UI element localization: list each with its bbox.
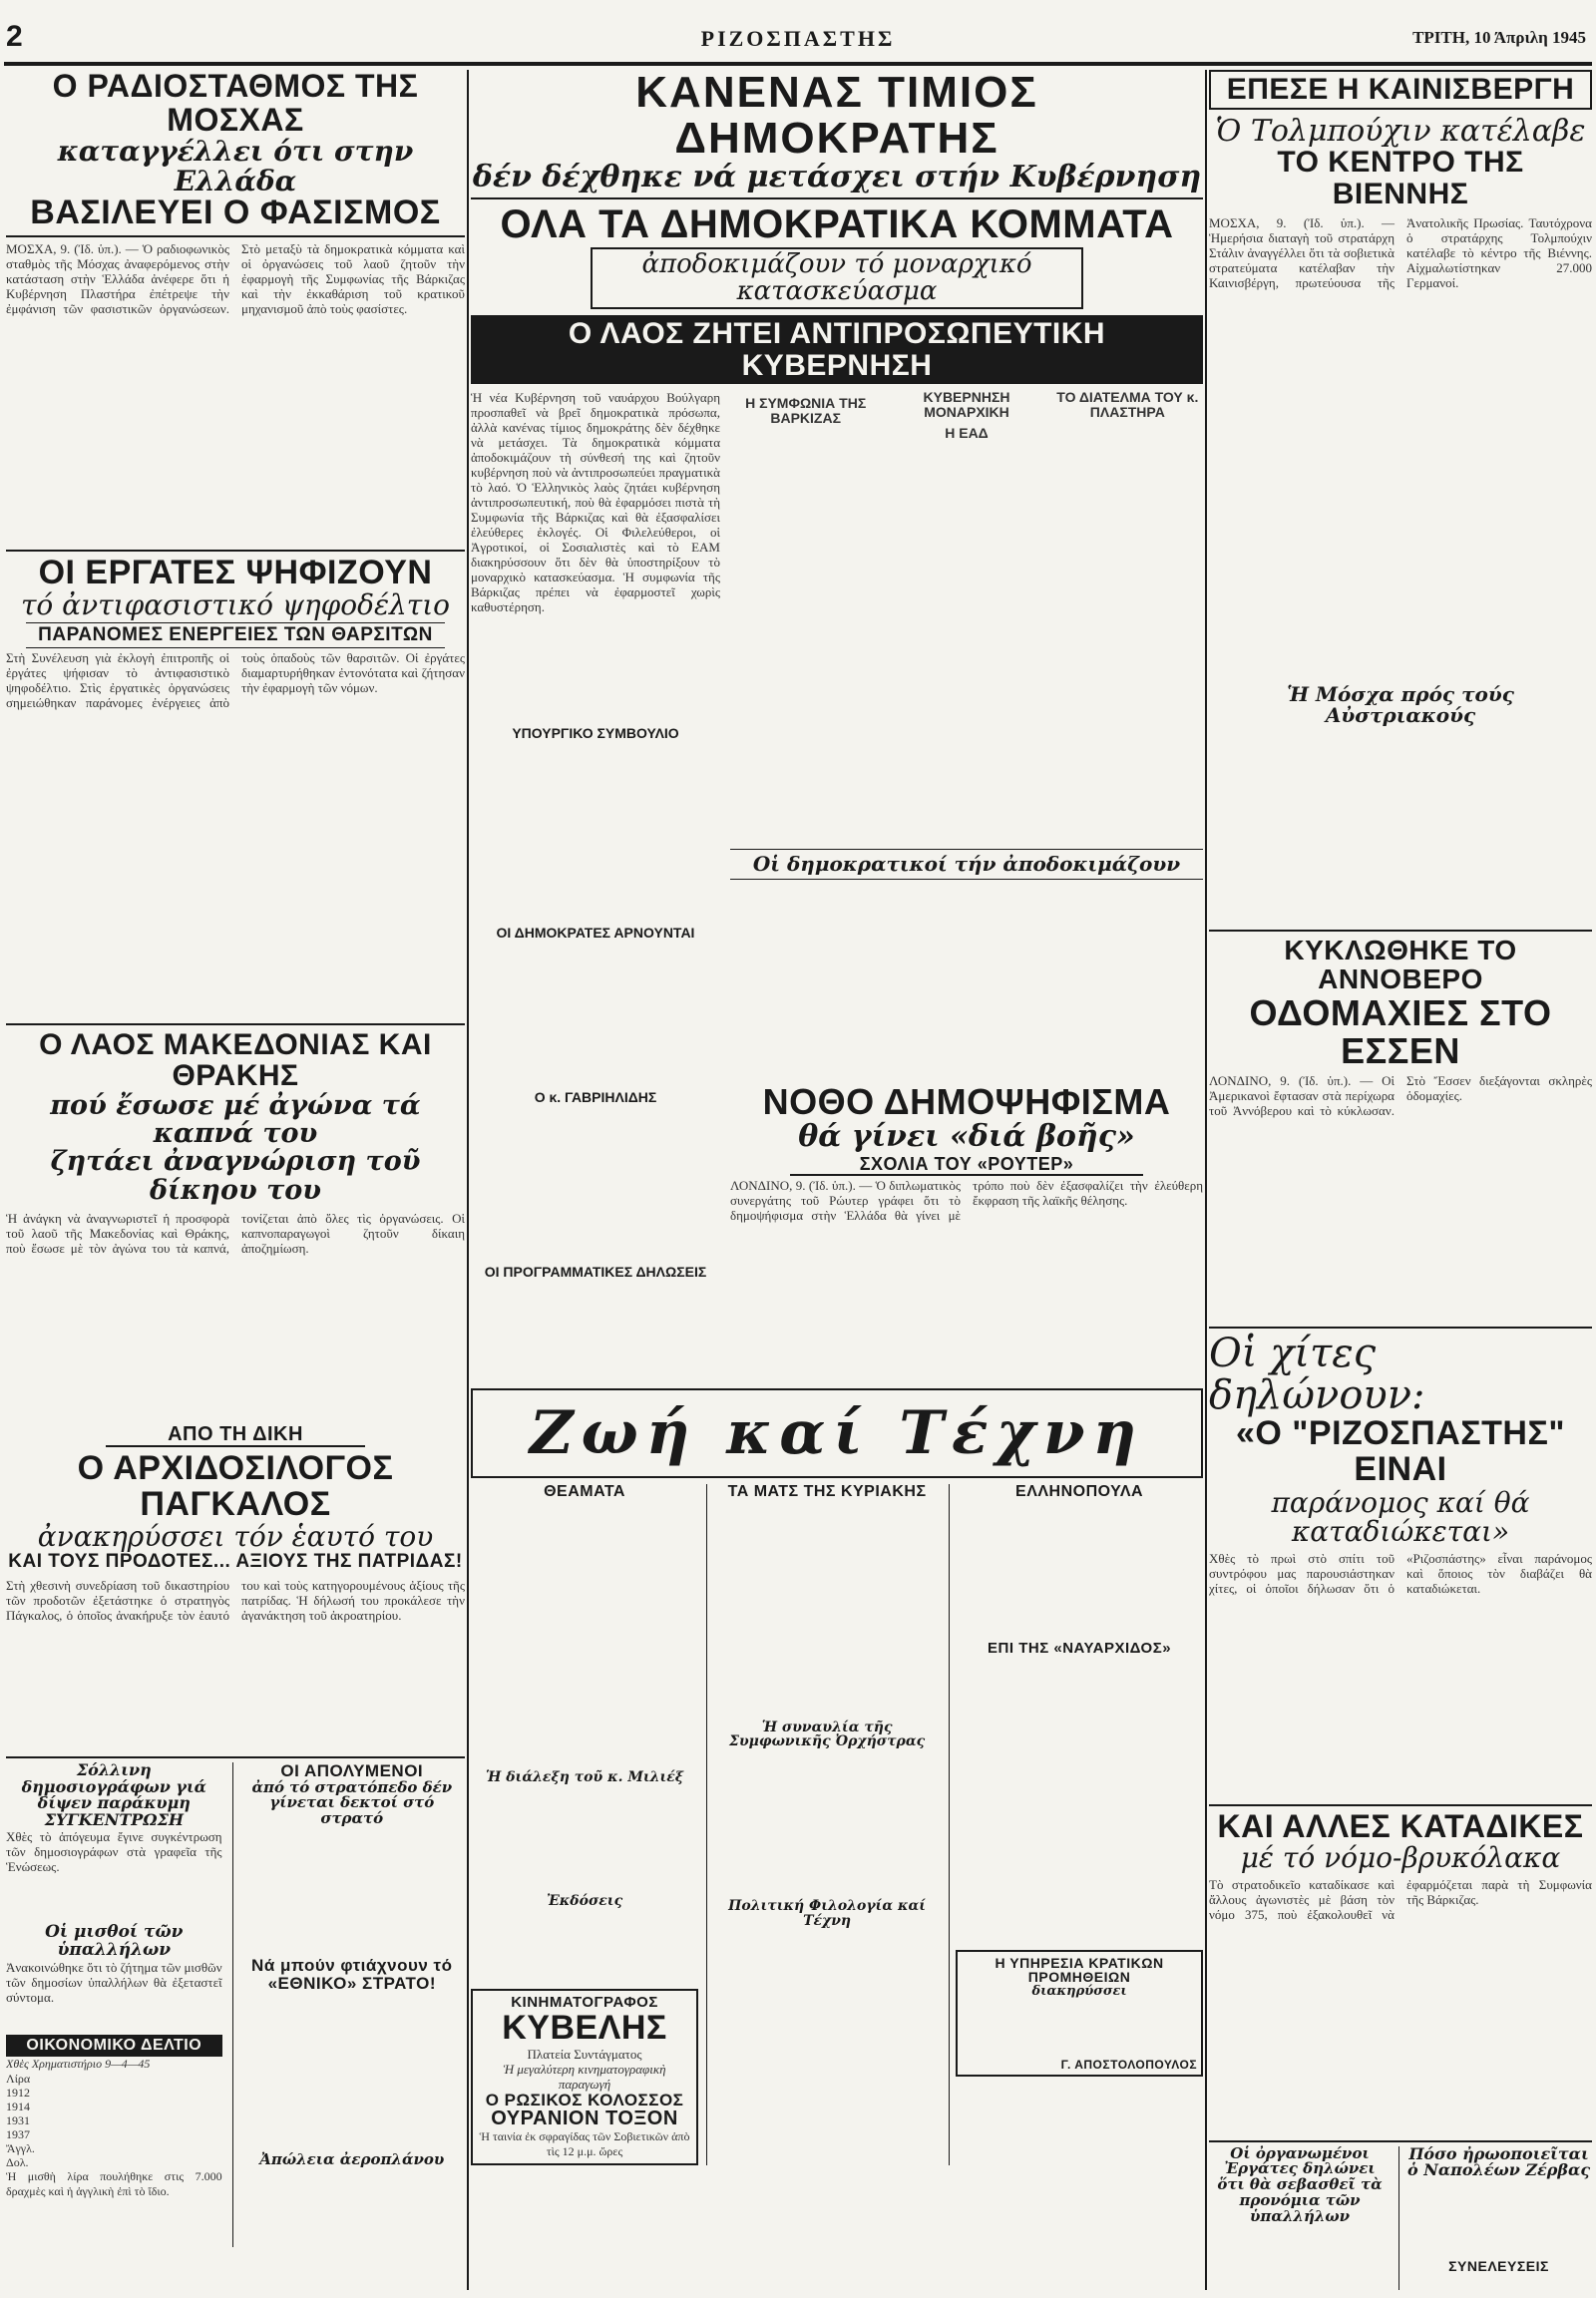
salaries-headline: Οἱ μισθοί τῶν ὑπαλλήλων [45, 1921, 184, 1960]
page-number: 2 [6, 20, 23, 53]
workers-subhead: τό ἀντιφασιστικό ψηφοδέλτιο [20, 588, 451, 622]
macedonia-subhead: πού ἔσωσε μέ ἀγώνα τά καπνά του [50, 1089, 421, 1150]
konigsberg-subhead-2: ΤΟ ΚΕΝΤΡΟ ΤΗΣ ΒΙΕΝΝΗΣ [1277, 146, 1524, 210]
bulletin-row: 1914 [6, 2100, 30, 2114]
workers-headline: ΟΙ ΕΡΓΑΤΕΣ ΨΗΦΙΖΟΥΝ [38, 553, 433, 591]
macedonia-article: Ἡ ἀνάγκη νὰ ἀναγνωριστεῖ ἡ προσφορὰ τοῦ λαοῦ τῆς Μακεδονίας καὶ Θράκης, ποὺ ἔσωσε μὲ τὸν ἀγώνα του τὰ καπνά, τονίζεται ἀπὸ ὅλες τὶς ὀργανώσεις. Οἱ καπνοπαραγωγοὶ ζητοῦν δίκαιη ἀποζημίωση. [6, 1211, 465, 1257]
moscow-austrians-subhead: Ἡ Μόσχα πρός τούς Αὐστριακούς [1287, 682, 1514, 727]
cinema-name: ΚΥΒΕΛΗΣ [502, 2008, 667, 2047]
convictions-subhead: μέ τό νόμο-βρυκόλακα [1240, 1841, 1561, 1875]
procurement-subtitle: διακηρύσσει [1031, 1983, 1127, 1999]
zervas-headline: Πόσο ἠρωοποιεῖται ὁ Ναπολέων Ζέρβας [1406, 2143, 1591, 2180]
essen-headline: ΟΔΟΜΑΧΙΕΣ ΣΤΟ ΕΣΣΕΝ [1249, 991, 1552, 1071]
procurement-signature: Γ. ΑΠΟΣΤΟΛΟΠΟΥΛΟΣ [1060, 2057, 1198, 2072]
issue-date: ΤΡΙΤΗ, 10 Άπριλη 1945 [1412, 28, 1586, 47]
konigsberg-article: ΜΟΣΧΑ, 9. (Ἰδ. ὑπ.). — Ἡμερήσια διαταγὴ τοῦ στρατάρχη Στάλιν ἀναγγέλλει ὅτι τὰ σοβιετικὰ στρατεύματα κατέλαβαν τὴν Καινισβέργη, πρωτεύουσα τῆς Ἀνατολικῆς Πρωσίας. Ταυτόχρονα ὁ στρατάρχης Τολμπούχιν κατέλαβε τὸ κέντρο τῆς Βιέννης. Αἰχμαλωτίστηκαν 27.000 Γερμανοί. [1209, 215, 1592, 290]
politics-arts-subhead: Πολιτική Φιλολογία καί Τέχνη [728, 1898, 927, 1929]
meetings-subhead: ΣΥΝΕΛΕΥΣΕΙΣ [1448, 2258, 1549, 2275]
programmatic-subhead: ΟΙ ΠΡΟΓΡΑΜΜΑΤΙΚΕΣ ΔΗΛΩΣΕΙΣ [484, 1264, 707, 1281]
chites-subhead-2: παράνομος καί θά καταδιώκεται» [1271, 1485, 1530, 1549]
procurement-notice [956, 1950, 1203, 2078]
concert-subhead: Ἡ συναυλία τῆς Συμφωνικῆς Ὀρχήστρας [729, 1719, 926, 1750]
referendum-headline: ΝΟΘΟ ΔΗΜΟΨΗΦΙΣΜΑ [762, 1081, 1171, 1123]
radio-article: ΜΟΣΧΑ, 9. (Ἰδ. ὑπ.). — Ὁ ραδιοφωνικὸς σταθμὸς τῆς Μόσχας ἀναφερόμενος στὴν κατάσταση στὴν Ἑλλάδα ἀνέφερε ὅτι ἡ Κυβέρνηση Πλαστήρα ἐπέτρεψε τὴν ἐμφάνιση τῶν φασιστικῶν ὀργανώσεων. Στὸ μεταξὺ τὰ δημοκρατικὰ κόμματα καὶ οἱ ὀργανώσεις τοῦ λαοῦ ζητοῦν τὴν ἐφαρμογὴ τῆς Συμφωνίας τῆς Βάρκιζας καὶ τὴν ἐκκαθάριση τοῦ κρατικοῦ μηχανισμοῦ ἀπὸ τοὺς φασίστες. [6, 240, 465, 316]
procurement-title: Η ΥΠΗΡΕΣΙΑ ΚΡΑΤΙΚΩΝ ΠΡΟΜΗΘΕΙΩΝ [995, 1954, 1164, 1986]
main-headline-2: ΟΛΑ ΤΑ ΔΗΜΟΚΡΑΤΙΚΑ ΚΟΜΜΑΤΑ [500, 201, 1174, 246]
cinema-times: Ἡ ταινία ἐκ σφραγίδας τῶν Σοβιετικῶν ἀπὸ τὶς 12 μ.μ. ὥρες [479, 2129, 690, 2159]
journalists-article: Χθὲς τὸ ἀπόγευμα ἔγινε συγκέντρωση τῶν δημοσιογράφων στὰ γραφεῖα τῆς Ἑνώσεως. [6, 1828, 222, 1874]
national-army-headline: Νά μπούν φτιάχνουν τό «ΕΘΝΙΚΟ» ΣΤΡΑΤΟ! [251, 1955, 453, 1993]
cinema-place: Πλατεία Συντάγματος [527, 2046, 642, 2062]
workers-article: Στὴ Συνέλευση γιὰ ἐκλογὴ ἐπιτροπῆς οἱ ἐργάτες ψήφισαν τὸ ἀντιφασιστικὸ ψηφοδέλτιο. Στὶς ἐργατικὲς ὀργανώσεις σημειώθηκαν παράνομες ἐνέργειες ἀπὸ τοὺς ὀπαδοὺς τῶν θαρσιτῶν. Οἱ ἐργάτες διαμαρτυρήθηκαν ἐντονότατα καὶ ζήτησαν τὴν ἐφαρμογὴ τῶν νόμων. [6, 649, 465, 710]
cinema-text: Ἡ μεγαλύτερη κινηματογραφικὴ παραγωγή [503, 2061, 666, 2092]
journalists-headline: Σόλλινη δημοσιογράφων γιά δίψεν παράκυμη ΣΥΓΚΕΝΤΡΩΣΗ [21, 1759, 206, 1830]
trial-subhead-2: ΚΑΙ ΤΟΥΣ ΠΡΟΔΟΤΕΣ... ΑΞΙΟΥΣ ΤΗΣ ΠΑΤΡΙΔΑΣ! [8, 1550, 463, 1572]
page-header [0, 0, 1596, 60]
monarchic-gov-subhead: ΚΥΒΕΡΝΗΣΗ ΜΟΝΑΡΧΙΚΗ [923, 389, 1010, 421]
main-article: Ἡ νέα Κυβέρνηση τοῦ ναυάρχου Βούλγαρη προσπαθεῖ νὰ βρεῖ δημοκρατικὰ πρόσωπα, ἀλλὰ κανένας τίμιος δημοκράτης δὲν δέχθηκε νὰ μετάσχει. Τὰ δημοκρατικὰ κόμματα ἀποδοκιμάζουν τὴ σύνθεσή της καὶ ζητοῦν κυβέρνηση ποὺ νὰ ἀντιπροσωπεύει πραγματικὰ τὸ λαό. Ὁ Ἑλληνικὸς λαὸς ζητάει κυβέρνηση ἀντιπροσωπευτική, ποὺ θὰ ἐφαρμόσει πιστὰ τὴ Συμφωνία τῆς Βάρκιζας καὶ θὰ ἐξασφαλίσει ἐλεύθερες ἐκλογές. Οἱ Φιλελεύθεροι, οἱ Ἀγροτικοί, οἱ Σοσιαλιστὲς καὶ τὸ ΕΑΜ διακηρύσσουν ὅτι δὲν θὰ ὑποστηρίξουν τὸ μοναρχικὸ κατασκεύασμα. Ἡ συμφωνία τῆς Βάρκιζας πρέπει νὰ ἐφαρμοστεῖ χωρὶς καθυστέρηση. [471, 390, 720, 615]
konigsberg-subhead: Ὁ Τολμπούχιν κατέλαβε [1215, 113, 1586, 149]
bulletin-row: Δολ. [6, 2155, 29, 2170]
chites-subhead: «Ο "ΡΙΖΟΣΠΑΣΤΗΣ" ΕΙΝΑΙ [1235, 1414, 1566, 1489]
essen-article: ΛΟΝΔΙΝΟ, 9. (Ἰδ. ὑπ.). — Οἱ Ἀμερικανοὶ ἔφτασαν στὰ περίχωρα τοῦ Ἀννόβερου καὶ τὸ κύκλωσαν. Στὸ Ἔσσεν διεξάγονται σκληρὲς ὁδομαχίες. [1209, 1073, 1592, 1119]
financial-bulletin-date: Χθὲς Χρηματιστήριο 9—4—45 [6, 2057, 151, 2072]
salaries-article: Ἀνακοινώθηκε ὅτι τὸ ζήτημα τῶν μισθῶν τῶν δημοσίων ὑπαλλήλων θὰ ἐξεταστεῖ σύντομα. [6, 1959, 222, 2005]
cinema-film-2: ΟΥΡΑΝΙΟΝ ΤΟΞΟΝ [491, 2107, 678, 2130]
center-column [471, 70, 1203, 1386]
newspaper-name: ΡΙΖΟΣΠΑΣΤΗΣ [700, 26, 896, 51]
trial-subhead: ἀνακηρύσσει τόν ἑαυτό του [37, 1520, 434, 1554]
macedonia-headline: Ο ΛΑΟΣ ΜΑΚΕΔΟΝΙΑΣ ΚΑΙ ΘΡΑΚΗΣ [39, 1027, 432, 1093]
chites-headline: Οἱ χίτες δηλώνουν: [1209, 1331, 1425, 1419]
lecture-subhead: Ἡ διάλεξη τοῦ κ. Μιλιέξ [486, 1768, 684, 1785]
theatres-header: ΘΕΑΜΑΤΑ [544, 1483, 625, 1500]
arts-section [471, 1388, 1203, 2290]
arts-section-title: Ζωή καί Τέχνη [471, 1388, 1203, 1478]
flagship-headline: ΕΠΙ ΤΗΣ «ΝΑΥΑΡΧΙΔΟΣ» [988, 1639, 1172, 1657]
airplane-headline: Ἀπώλεια ἀεροπλάνου [259, 2149, 445, 2168]
main-headline: ΚΑΝΕΝΑΣ ΤΙΜΙΟΣ ΔΗΜΟΚΡΑΤΗΣ [635, 70, 1038, 164]
hannover-headline: ΚΥΚΛΩΘΗΚΕ ΤΟ ΑΝΝΟΒΕΡΟ [1284, 935, 1517, 995]
bulletin-row: 1912 [6, 2086, 30, 2101]
workers-note-headline: Οἱ ὀργανωμένοι Ἐργάτες δηλώνει ὅτι θὰ σεβασθεῖ τὰ προνόμια τῶν ὑπαλλήλων [1217, 2143, 1383, 2225]
dismissed-headline: ΟΙ ΑΠΟΛΥΜΕΝΟΙ [280, 1760, 424, 1780]
radio-subhead-2: ΒΑΣΙΛΕΥΕΙ Ο ΦΑΣΙΣΜΟΣ [30, 192, 441, 231]
varkiza-subhead: Η ΣΥΜΦΩΝΙΑ ΤΗΣ ΒΑΡΚΙΖΑΣ [745, 395, 867, 427]
dismissed-subhead: ἀπό τό στρατόπεδο δέν γίνεται δεκτοί στό στρατό [251, 1777, 453, 1828]
macedonia-subhead-2: ζητάει ἀναγνώριση τοῦ δίκηου του [50, 1146, 421, 1206]
bulletin-row: Λίρα [6, 2072, 31, 2087]
right-column [1209, 70, 1592, 2290]
democrats-refuse-subhead: ΟΙ ΔΗΜΟΚΡΑΤΕΣ ΑΡΝΟΥΝΤΑΙ [496, 925, 695, 942]
council-subhead: ΥΠΟΥΡΓΙΚΟ ΣΥΜΒΟΥΛΙΟ [512, 725, 679, 742]
left-column [6, 70, 465, 2290]
publications-subhead: Ἐκδόσεις [546, 1893, 623, 1910]
workers-bar: ΠΑΡΑΝΟΜΕΣ ΕΝΕΡΓΕΙΕΣ ΤΩΝ ΘΑΡΣΙΤΩΝ [26, 622, 445, 648]
gavriilidis-subhead: Ο κ. ΓΑΒΡΙΗΛΙΔΗΣ [534, 1089, 657, 1106]
konigsberg-headline: ΕΠΕΣΕ Η ΚΑΙΝΙΣΒΕΡΓΗ [1209, 70, 1592, 110]
trial-headline: Ο ΑΡΧΙΔΟΣΙΛΟΓΟΣ ΠΑΓΚΑΛΟΣ [77, 1449, 394, 1523]
democrats-headline: Οἱ δημοκρατικοί τήν ἀποδοκιμάζουν [730, 849, 1203, 880]
matches-headline: ΤΑ ΜΑΤΣ ΤΗΣ ΚΥΡΙΑΚΗΣ [727, 1483, 927, 1500]
header-rule [4, 62, 1592, 66]
convictions-headline: ΚΑΙ ΑΛΛΕΣ ΚΑΤΑΔΙΚΕΣ [1217, 1807, 1584, 1844]
financial-bulletin-rows [6, 2072, 222, 2169]
chites-article: Χθὲς τὸ πρωὶ στὸ σπίτι τοῦ συντρόφου μας παρουσιάστηκαν χίτες, οἱ ὁποῖοι δήλωσαν ὅτι ὁ «Ριζοσπάστης» εἶναι παράνομος καὶ ὅποιος τὸν διαβάζει θὰ καταδιώκεται. [1209, 1550, 1592, 1596]
trial-article: Στὴ χθεσινὴ συνεδρίαση τοῦ δικαστηρίου τῶν προδοτῶν ἐξετάστηκε ὁ στρατηγὸς Πάγκαλος, ὁ ὁποῖος ἀνακήρυξε τὸν ἑαυτό του καὶ τοὺς κατηγορουμένους ἀξίους τῆς πατρίδας. Ἡ δήλωσή του προκάλεσε τὴν ἀγανάκτηση τοῦ ἀκροατηρίου. [6, 1577, 465, 1623]
left-bottom-block [6, 1759, 465, 2248]
financial-bulletin-title: ΟΙΚΟΝΟΜΙΚΟ ΔΕΛΤΙΟ [6, 2035, 222, 2058]
main-headline-3: Ο ΛΑΟΣ ΖΗΤΕΙ ΑΝΤΙΠΡΟΣΩΠΕΥΤΙΚΗ ΚΥΒΕΡΝΗΣΗ [471, 315, 1203, 384]
greek-girl-headline: ΕΛΛΗΝΟΠΟΥΛΑ [1015, 1483, 1144, 1500]
bulletin-row: 1937 [6, 2127, 30, 2142]
referendum-subhead: θά γίνει «διά βοῆς» [798, 1119, 1135, 1155]
bulletin-row: 1931 [6, 2113, 30, 2128]
financial-bulletin-note: Ἡ μισθὴ λίρα πουλήθηκε στις 7.000 δραχμὲς καὶ ἡ ἀγγλικὴ ἐπὶ τὸ ἴδιο. [6, 2169, 222, 2199]
bulletin-row: Ἄγγλ. [6, 2141, 35, 2156]
reuters-comments-bar: ΣΧΟΛΙΑ ΤΟΥ «ΡΟΥΤΕΡ» [790, 1155, 1143, 1176]
cinema-ad [471, 1989, 698, 2165]
ead-subhead: Η ΕΑΔ [945, 425, 989, 442]
cinema-label: ΚΙΝΗΜΑΤΟΓΡΑΦΟΣ [511, 1994, 658, 2012]
radio-headline: Ο ΡΑΔΙΟΣΤΑΘΜΟΣ ΤΗΣ ΜΟΣΧΑΣ [52, 70, 419, 138]
cinema-film-1: Ο ΡΩΣΙΚΟΣ ΚΟΛΟΣΣΟΣ [485, 2090, 684, 2109]
radio-subhead: καταγγέλλει ότι στην Ελλάδα [57, 135, 414, 197]
main-subhead-2: ἀποδοκιμάζουν τό μοναρχικό κατασκεύασμα [591, 247, 1083, 310]
trial-kicker: ΑΠΟ ΤΗ ΔΙΚΗ [106, 1424, 365, 1447]
referendum-article: ΛΟΝΔΙΝΟ, 9. (Ἰδ. ὑπ.). — Ὁ διπλωματικὸς συνεργάτης τοῦ Ρώυτερ γράφει ὅτι τὸ δημοψήφισμα στὴν Ἑλλάδα θὰ γίνει μὲ τρόπο ποὺ δὲν ἐξασφαλίζει τὴν ἐλεύθερη ἔκφραση τῆς λαϊκῆς θέλησης. [730, 1177, 1203, 1223]
main-subhead: δέν δέχθηκε νά μετάσχει στήν Κυβέρνηση [472, 160, 1202, 195]
plastiras-subhead: ΤΟ ΔΙΑΤΕΛΜΑ ΤΟΥ κ. ΠΛΑΣΤΗΡΑ [1056, 389, 1199, 421]
convictions-article: Τὸ στρατοδικεῖο καταδίκασε καὶ ἄλλους ἀγωνιστὲς μὲ βάση τὸν νόμο 375, ποὺ ἐξακολουθεῖ νὰ ἐφαρμόζεται παρὰ τὴ Συμφωνία τῆς Βάρκιζας. [1209, 1876, 1592, 1922]
